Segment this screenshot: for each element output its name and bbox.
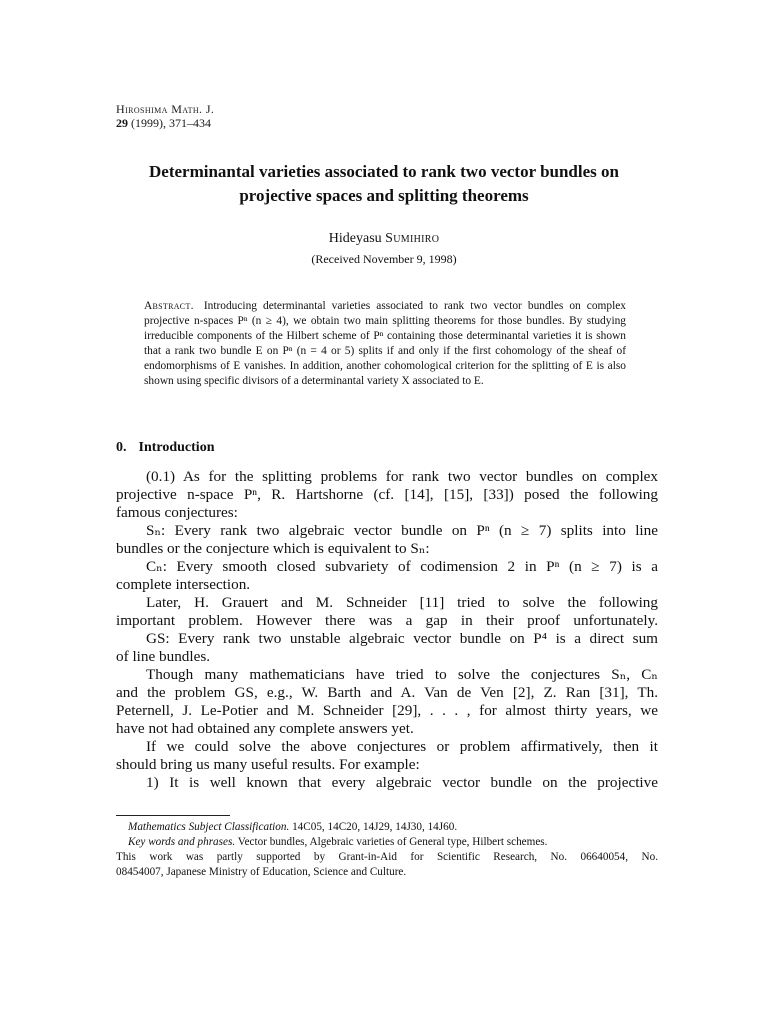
body-line: important problem. However there was a gap in their proof unfortunately.	[116, 612, 658, 629]
body-line: and the problem GS, e.g., W. Barth and A. Van de Ven [2], Z. Ran [31], Th.	[116, 684, 658, 701]
abstract-label: Abstract.	[144, 300, 194, 312]
body-line: bundles or the conjecture which is equivalent to Sₙ:	[116, 540, 430, 557]
body-line: projective n-space Pⁿ, R. Hartshorne (cf. [14], [15], [33]) posed the following	[116, 486, 658, 503]
body-line: Later, H. Grauert and M. Schneider [11] tried to solve the following	[146, 594, 658, 611]
body-line: GS: Every rank two unstable algebraic vector bundle on P⁴ is a direct sum	[146, 630, 658, 647]
footnote-msc	[128, 820, 457, 835]
body-line: (0.1) As for the splitting problems for rank two vector bundles on complex	[146, 468, 658, 485]
title-line-2: projective spaces and splitting theorems	[239, 186, 529, 205]
journal-year-pages: (1999), 371–434	[128, 116, 211, 130]
body-line: Cₙ: Every smooth closed subvariety of codimension 2 in Pⁿ (n ≥ 7) is a	[146, 558, 658, 575]
body-line: 1) It is well known that every algebraic vector bundle on the projective	[146, 774, 658, 791]
footnote-keywords	[128, 835, 547, 850]
body-line: Peternell, J. Le-Potier and M. Schneider [29], . . . , for almost thirty years, we	[116, 702, 658, 719]
body-line: of line bundles.	[116, 648, 211, 665]
body-line: complete intersection.	[116, 576, 251, 593]
body-line: have not had obtained any complete answers yet.	[116, 720, 414, 737]
journal-header	[116, 102, 214, 130]
keywords-label: Key words and phrases.	[128, 836, 236, 848]
journal-volume: 29	[116, 116, 128, 130]
keywords-text: Vector bundles, Algebraic varieties of General type, Hilbert schemes.	[237, 836, 548, 848]
author	[0, 231, 768, 247]
author-given-name: Hideyasu	[328, 231, 386, 246]
received-date: (Received November 9, 1998)	[311, 252, 457, 266]
body-line: should bring us many useful results. For example:	[116, 756, 420, 773]
section-number: 0.	[116, 440, 127, 455]
body-line: If we could solve the above conjectures or problem affirmatively, then it	[146, 738, 658, 755]
author-surname: Sumihiro	[385, 231, 440, 246]
title-line-1: Determinantal varieties associated to rank two vector bundles on	[149, 162, 619, 181]
journal-citation	[116, 116, 214, 130]
paper-title	[60, 160, 708, 208]
footnote-support-line-2: 08454007, Japanese Ministry of Education, Science and Culture.	[116, 866, 407, 878]
body-line: famous conjectures:	[116, 504, 238, 521]
abstract	[144, 299, 626, 390]
msc-codes: 14C05, 14C20, 14J29, 14J30, 14J60.	[292, 821, 458, 833]
section-heading	[116, 440, 214, 456]
body-line: Though many mathematicians have tried to solve the conjectures Sₙ, Cₙ	[146, 666, 658, 683]
body-line: Sₙ: Every rank two algebraic vector bundle on Pⁿ (n ≥ 7) splits into line	[146, 522, 658, 539]
footnote-support-line-1: This work was partly supported by Grant-in-Aid for Scientific Research, No. 06640054, No.	[116, 851, 658, 863]
journal-name: Hiroshima Math. J.	[116, 102, 215, 116]
footnote-rule	[116, 815, 230, 816]
abstract-text: Introducing determinantal varieties associated to rank two vector bundles on complex projective n-spaces Pⁿ (n ≥ 4), we obtain two main splitting theorems for those bundles. By studying irreducible components of the Hilbert scheme of Pⁿ containing those determinantal varieties it is shown that a rank two bundle E on Pⁿ (n = 4 or 5) splits if and only if the first cohomology of the sheaf of endomorphisms of E vanishes. In addition, another cohomological criterion for the splitting of E is also shown using specific divisors of a determinantal variety X associated to E.	[144, 300, 626, 388]
msc-label: Mathematics Subject Classification.	[128, 821, 290, 833]
section-title: Introduction	[138, 440, 215, 455]
